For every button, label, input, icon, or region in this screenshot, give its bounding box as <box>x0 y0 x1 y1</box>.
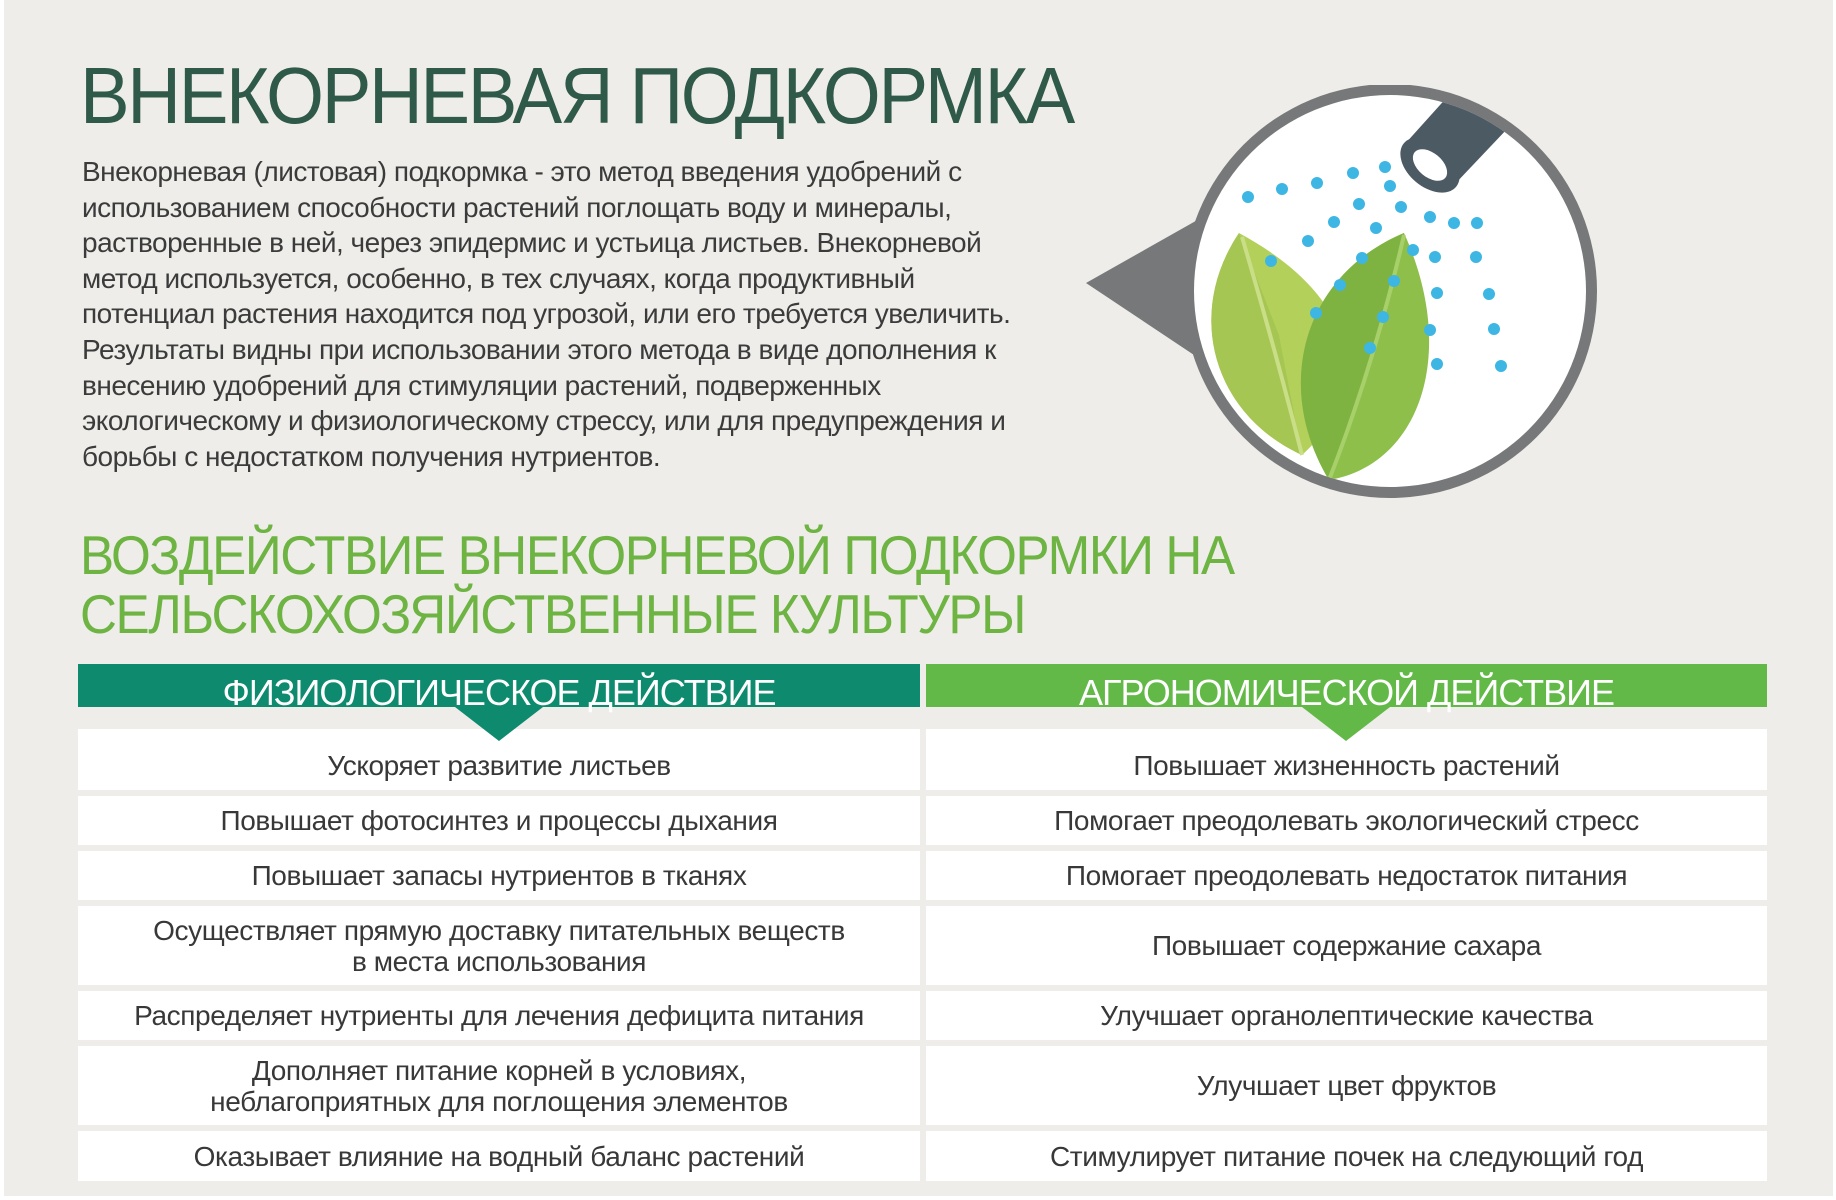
table-row <box>926 906 1767 985</box>
cell-text: Повышает жизненность растений <box>1133 750 1560 781</box>
cell-line: в места использования <box>351 945 647 977</box>
cell-text: Стимулирует питание почек на следующий год <box>1049 1140 1644 1172</box>
cell-text: Улучшает органолептические качества <box>1100 1000 1593 1031</box>
table-row <box>78 1046 920 1125</box>
cell-text <box>153 915 845 977</box>
physiological-header <box>78 664 920 741</box>
table-row <box>78 991 920 1040</box>
cell-text: Помогает преодолевать недостаток питания <box>1065 860 1628 891</box>
agronomic-column <box>926 664 1767 1187</box>
cell-text: Повышает запасы нутриентов в тканях <box>251 860 747 891</box>
table-row <box>926 991 1767 1040</box>
subtitle-line-1: ВОЗДЕЙСТВИЕ ВНЕКОРНЕВОЙ ПОДКОРМКИ НА <box>80 524 1234 586</box>
table-row <box>78 851 920 900</box>
cell-text: Улучшает цвет фруктов <box>1196 1070 1497 1101</box>
page-title: ВНЕКОРНЕВАЯ ПОДКОРМКА <box>80 51 1073 140</box>
cell-line: неблагоприятных для поглощения элементов <box>210 1085 788 1117</box>
cell-text: Ускоряет развитие листьев <box>327 750 671 781</box>
subtitle-line-2: СЕЛЬСКОХОЗЯЙСТВЕННЫЕ КУЛЬТУРЫ <box>80 583 1026 645</box>
cell-line: Дополняет питание корней в условиях, <box>251 1054 747 1086</box>
table-row <box>78 1131 920 1181</box>
table-row <box>926 1131 1767 1181</box>
agronomic-header <box>926 664 1767 741</box>
intro-paragraph: Внекорневая (листовая) подкормка - это метод введения удобрений с использованием способности растений поглощать воду и минералы, растворенные в ней, через эпидермис и устьица листьев. Внекорневой метод используется, особенно, в тех случаях, когда продуктивный потенциал растения находится под угрозой, или его требуется увеличить. Результаты видны при использовании этого метода в виде дополнения к внесению удобрений для стимуляции растений, подверженных экологическому и физиологическому стрессу, или для предупреждения и борьбы с недостатком получения нутриентов. <box>82 156 1011 472</box>
page <box>4 0 1833 1196</box>
table-row <box>926 796 1767 845</box>
section-subtitle <box>80 526 1234 644</box>
table-row <box>78 796 920 845</box>
cell-text: Повышает фотосинтез и процессы дыхания <box>220 805 778 836</box>
cell-text: Оказывает влияние на водный баланс растений <box>193 1140 805 1172</box>
foliar-feeding-illustration <box>1074 85 1604 505</box>
physiological-header-label: ФИЗИОЛОГИЧЕСКОЕ ДЕЙСТВИЕ <box>222 672 776 713</box>
physiological-column <box>78 664 920 1187</box>
cell-text: Помогает преодолевать экологический стресс <box>1054 805 1639 836</box>
cell-line: Осуществляет прямую доставку питательных веществ <box>153 914 845 946</box>
table-row <box>78 906 920 985</box>
agronomic-header-label: АГРОНОМИЧЕСКОЙ ДЕЙСТВИЕ <box>1079 672 1614 713</box>
table-row <box>926 1046 1767 1125</box>
cell-text: Распределяет нутриенты для лечения дефицита питания <box>134 1000 864 1031</box>
cell-text <box>210 1055 788 1117</box>
table-row <box>926 851 1767 900</box>
cell-text: Повышает содержание сахара <box>1151 930 1542 961</box>
